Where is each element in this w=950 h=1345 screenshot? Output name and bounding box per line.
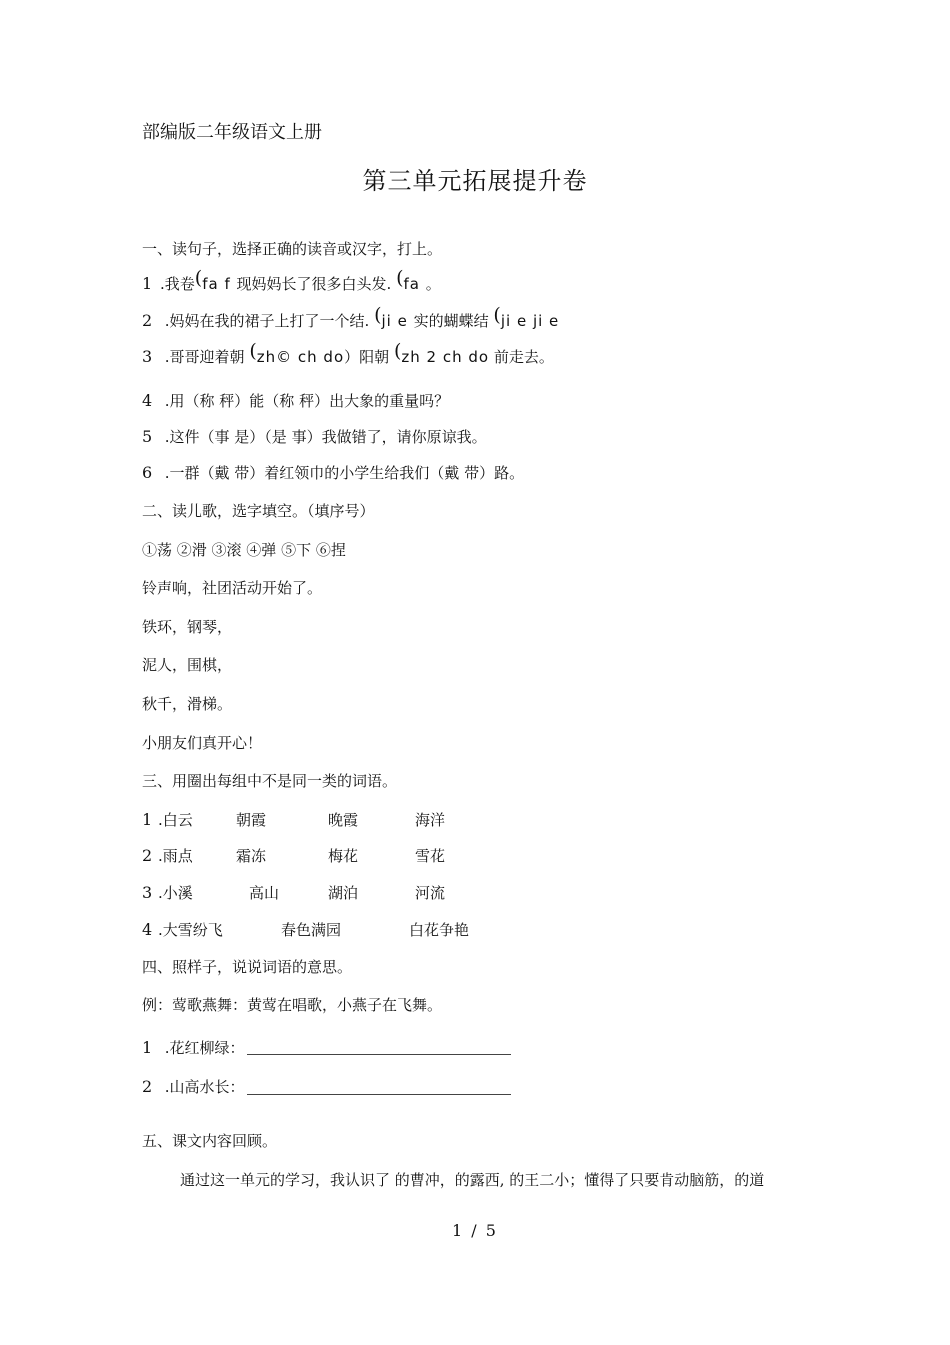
left-paren: ( bbox=[249, 340, 257, 362]
question-5: 5 .这件（事 是）（是 事）我做错了，请你原谅我。 bbox=[142, 427, 487, 446]
question-6: 6 .一群（戴 带）着红领巾的小学生给我们（戴 带）路。 bbox=[142, 463, 525, 482]
row-number: 2 bbox=[142, 846, 153, 865]
word-item: 高山 bbox=[249, 884, 280, 902]
question-number: 5 bbox=[142, 427, 153, 446]
poem-line: 铃声响，社团活动开始了。 bbox=[142, 579, 323, 597]
word-item: 2 .雨点 bbox=[142, 846, 193, 865]
word-item: 海洋 bbox=[415, 811, 446, 829]
word-item: 春色满园 bbox=[281, 921, 342, 939]
word-item: 霜冻 bbox=[236, 847, 267, 865]
word-item: 朝霞 bbox=[236, 811, 267, 829]
document-header: 部编版二年级语文上册 bbox=[142, 122, 322, 143]
word-item: 河流 bbox=[415, 884, 446, 902]
character-options: ①荡 ②滑 ③滚 ④弹 ⑤下 ⑥捏 bbox=[142, 541, 346, 559]
word-item: 梅花 bbox=[328, 847, 359, 865]
left-paren: ( bbox=[393, 340, 402, 362]
poem-line: 秋千，滑梯。 bbox=[142, 695, 233, 713]
item-number: 1 bbox=[142, 1038, 153, 1057]
pinyin-option: zh© ch do bbox=[256, 348, 345, 366]
question-1: 1 .我卷(fa f 现妈妈长了很多白头发. (fa 。 bbox=[142, 267, 441, 293]
pinyin-option: fa f bbox=[202, 275, 237, 293]
question-2: 2 .妈妈在我的裙子上打了一个结. (ji e 实的蝴蝶结 (ji e ji e bbox=[142, 304, 560, 330]
question-number: 6 bbox=[142, 463, 153, 482]
word-item: 晚霞 bbox=[328, 811, 359, 829]
question-number: 3 bbox=[142, 347, 153, 366]
left-paren: ( bbox=[194, 267, 203, 289]
pinyin-option: ji e bbox=[381, 312, 414, 330]
pinyin-option: fa bbox=[403, 275, 426, 293]
section1-heading: 一、读句子，选择正确的读音或汉字，打上。 bbox=[142, 240, 443, 258]
word-item: 雪花 bbox=[415, 847, 446, 865]
row-number: 1 bbox=[142, 810, 153, 829]
poem-line: 泥人，围棋， bbox=[142, 656, 233, 674]
left-paren: ( bbox=[493, 304, 501, 326]
meaning-item: 2 .山高水长： bbox=[142, 1077, 245, 1096]
answer-blank-line[interactable] bbox=[247, 1054, 511, 1055]
word-item: 4 .大雪纷飞 bbox=[142, 920, 223, 939]
question-number: 4 bbox=[142, 391, 153, 410]
section4-heading: 四、照样子，说说词语的意思。 bbox=[142, 958, 353, 976]
section5-heading: 五、课文内容回顾。 bbox=[142, 1132, 278, 1150]
review-paragraph: 通过这一单元的学习，我认识了 的曹冲，的露西, 的王二小；懂得了只要肯动脑筋，的道 bbox=[180, 1171, 765, 1189]
word-item: 3 .小溪 bbox=[142, 883, 193, 902]
word-item: 白花争艳 bbox=[409, 921, 470, 939]
left-paren: ( bbox=[396, 267, 404, 289]
pinyin-option: zh 2 ch do bbox=[401, 348, 490, 366]
question-3: 3 .哥哥迎着朝 (zh© ch do）阳朝 (zh 2 ch do 前走去。 bbox=[142, 340, 554, 366]
document-title: 第三单元拓展提升卷 bbox=[362, 167, 588, 195]
answer-blank-line[interactable] bbox=[247, 1094, 511, 1095]
poem-line: 铁环，钢琴， bbox=[142, 618, 233, 636]
meaning-item: 1 .花红柳绿： bbox=[142, 1038, 245, 1057]
question-4: 4 .用（称 秤）能（称 秤）出大象的重量吗？ bbox=[142, 391, 450, 410]
question-number: 1 bbox=[142, 274, 153, 293]
row-number: 4 bbox=[142, 920, 153, 939]
left-paren: ( bbox=[374, 304, 382, 326]
row-number: 3 bbox=[142, 883, 153, 902]
question-number: 2 bbox=[142, 311, 153, 330]
example-sentence: 例：莺歌燕舞：黄莺在唱歌，小燕子在飞舞。 bbox=[142, 996, 443, 1014]
item-number: 2 bbox=[142, 1077, 153, 1096]
pinyin-option: ji e ji e bbox=[500, 312, 560, 330]
poem-line: 小朋友们真开心！ bbox=[142, 734, 263, 752]
page-number: 1 / 5 bbox=[452, 1221, 498, 1240]
section3-heading: 三、用圈出每组中不是同一类的词语。 bbox=[142, 772, 398, 790]
word-item: 湖泊 bbox=[328, 884, 359, 902]
section2-heading: 二、读儿歌，选字填空。（填序号） bbox=[142, 502, 375, 520]
word-item: 1 .白云 bbox=[142, 810, 193, 829]
